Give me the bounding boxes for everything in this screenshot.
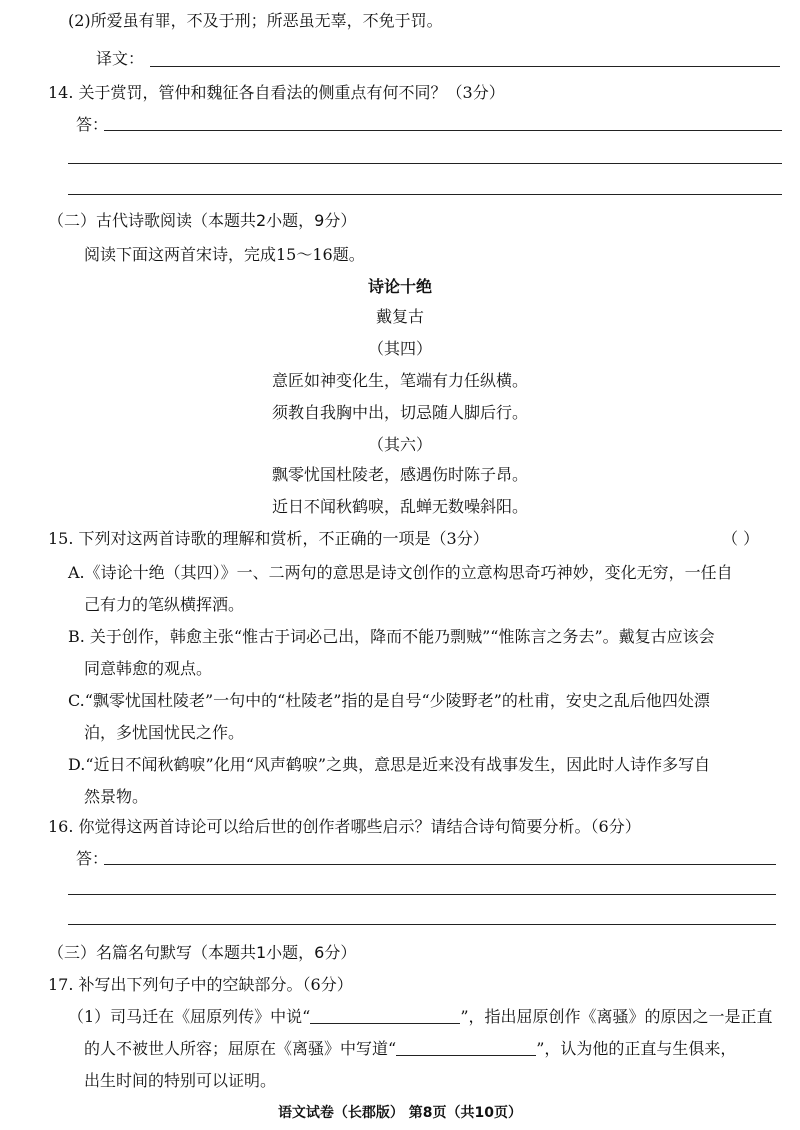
q14-question: 14. 关于赏罚，管仲和魏征各自看法的侧重点有何不同？（3分）	[48, 83, 505, 102]
q15-answer-paren[interactable]: （ ）	[722, 529, 760, 548]
q16-answer-label: 答：	[76, 849, 109, 868]
poem-part2-label: （其六）	[367, 435, 432, 454]
poem-part2-line1: 飘零忧国杜陵老，感遇伤时陈子昂。	[271, 465, 528, 484]
q17-line1-start: （1）司马迁在《屈原列传》中说“	[68, 1007, 311, 1026]
q15-option-a-line1: A.《诗论十绝（其四）》一、二两句的意思是诗文创作的立意构思奇巧神妙，变化无穷，一任自	[68, 563, 733, 582]
page-footer: 语文试卷（长郡版） 第8页（共10页）	[277, 1105, 523, 1121]
q14-answer-line-3[interactable]	[68, 194, 782, 195]
q17-blank-2[interactable]	[396, 1037, 536, 1056]
q14-answer-line-1[interactable]	[104, 130, 782, 131]
q15-option-d-line1: D.“近日不闻秋鹤唳”化用“风声鹤唳”之典，意思是近来没有战事发生，因此时人诗作多写自	[68, 755, 711, 774]
q13-item2: (2)所爱虽有罪，不及于刑；所恶虽无辜，不免于罚。	[68, 11, 443, 30]
poem-part1-label: （其四）	[367, 339, 432, 358]
q15-question: 15. 下列对这两首诗歌的理解和赏析，不正确的一项是（3分）	[48, 529, 489, 548]
section2-instruction: 阅读下面这两首宋诗，完成15～16题。	[84, 245, 365, 264]
poem-title: 诗论十绝	[367, 277, 432, 296]
q17-blank-1[interactable]	[310, 1005, 460, 1024]
q16-question: 16. 你觉得这两首诗论可以给后世的创作者哪些启示？请结合诗句简要分析。（6分）	[48, 817, 641, 836]
q15-option-d-line2: 然景物。	[84, 787, 149, 806]
q15-option-a-line2: 己有力的笔纵横挥洒。	[84, 595, 245, 614]
q15-option-c-line2: 泊，多忧国忧民之作。	[84, 723, 245, 742]
q17-line2-start: 的人不被世人所容；屈原在《离骚》中写道“	[84, 1039, 397, 1058]
q17-line1	[68, 1004, 773, 1027]
q15-option-c-line1: C.“飘零忧国杜陵老”一句中的“杜陵老”指的是自号“少陵野老”的杜甫，安史之乱后他四处漂	[68, 691, 710, 710]
q14-answer-line-2[interactable]	[68, 163, 782, 164]
poem-part2-line2: 近日不闻秋鹤唳，乱蝉无数噪斜阳。	[271, 497, 528, 516]
poem-part1-line1: 意匠如神变化生，笔端有力任纵横。	[271, 371, 528, 390]
section3-heading: （三）名篇名句默写（本题共1小题，6分）	[48, 943, 357, 962]
q16-answer-line-2[interactable]	[68, 894, 776, 895]
q16-answer-line-1[interactable]	[104, 864, 776, 865]
q17-line2-end: ”，认为他的正直与生俱来，	[536, 1039, 737, 1058]
translation-label: 译文：	[96, 49, 145, 68]
q16-answer-line-3[interactable]	[68, 924, 776, 925]
q17-line1-end: ”，指出屈原创作《离骚》的原因之一是正直	[460, 1007, 773, 1026]
poem-author: 戴复古	[375, 307, 424, 326]
q15-option-b-line1: B. 关于创作，韩愈主张“惟古于词必己出，降而不能乃剽贼”“惟陈言之务去”。戴复古应该会	[68, 627, 715, 646]
q17-line3: 出生时间的特别可以证明。	[84, 1071, 277, 1090]
q14-answer-label: 答：	[76, 115, 109, 134]
q15-option-b-line2: 同意韩愈的观点。	[84, 659, 213, 678]
q17-question: 17. 补写出下列句子中的空缺部分。（6分）	[48, 975, 353, 994]
section2-heading: （二）古代诗歌阅读（本题共2小题，9分）	[48, 211, 357, 230]
poem-part1-line2: 须教自我胸中出，切忌随人脚后行。	[271, 403, 528, 422]
translation-answer-line[interactable]	[150, 66, 780, 67]
q17-line2	[84, 1036, 736, 1059]
